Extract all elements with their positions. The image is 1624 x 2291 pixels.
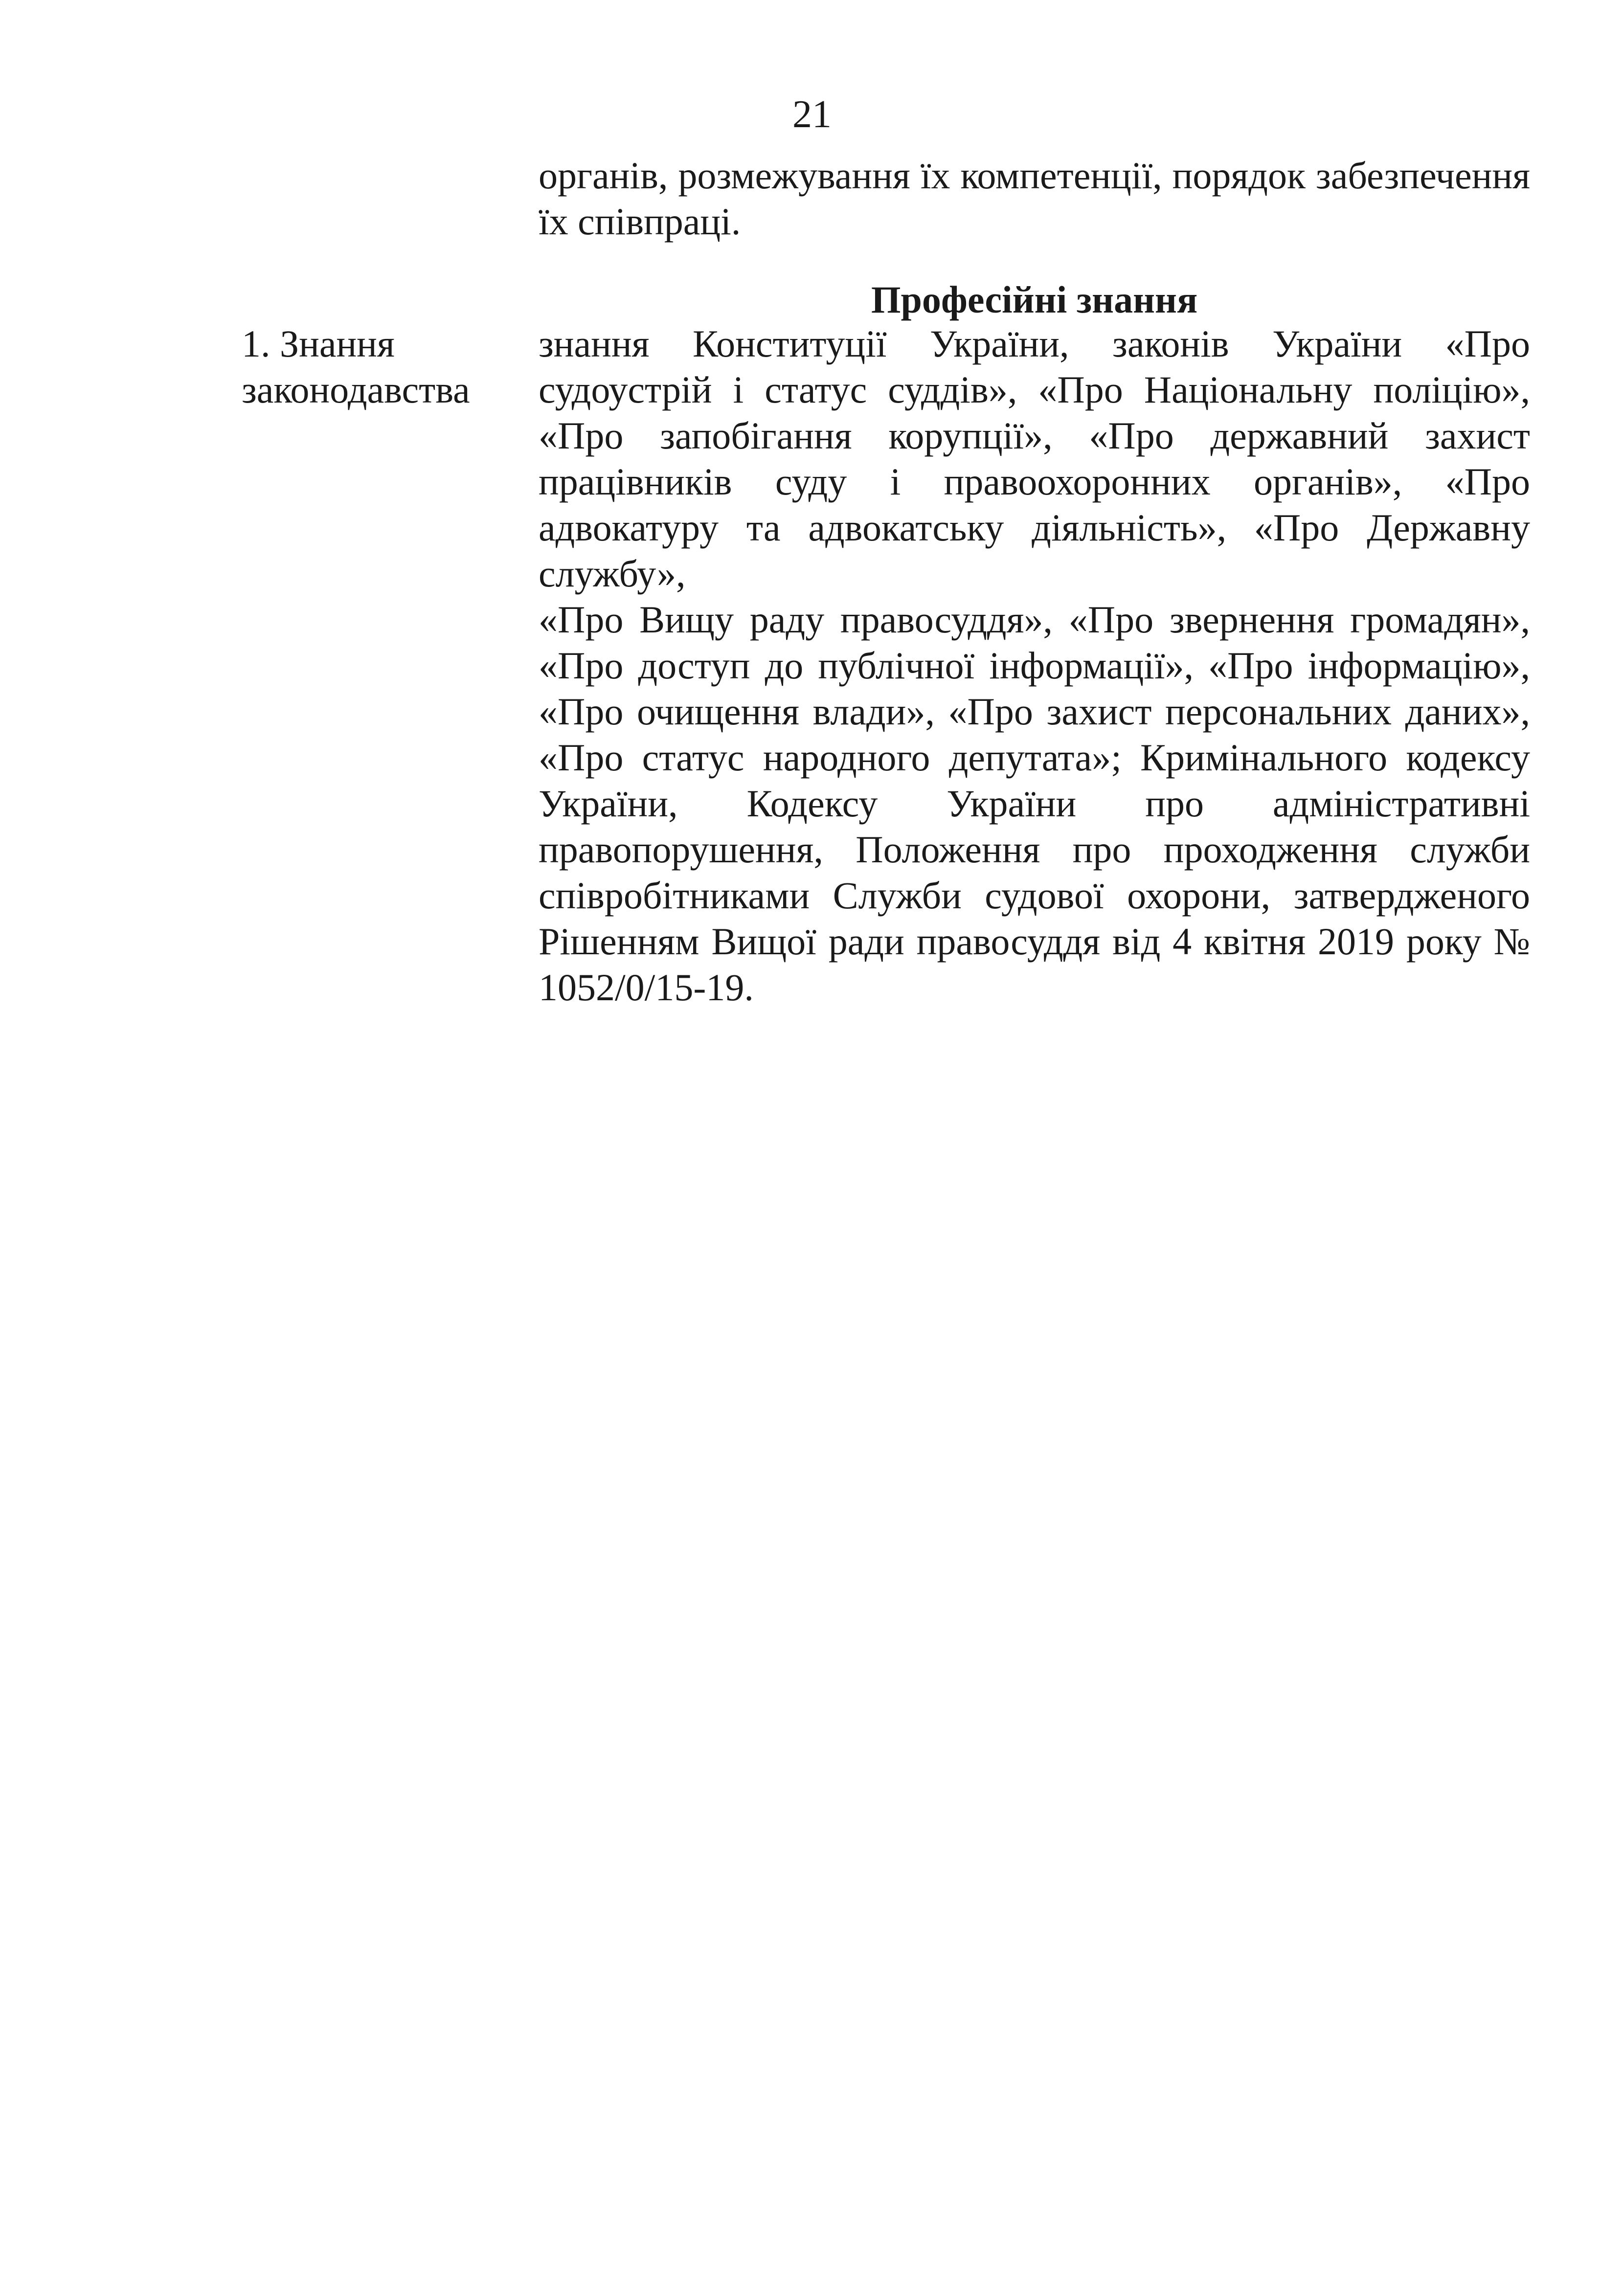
- continuation-text: органів, розмежування їх компетенції, порядок забезпечення їх співпраці.: [539, 154, 1530, 243]
- section-heading: Професійні знання: [871, 278, 1198, 321]
- requirement-paragraph-1: знання Конституції України, законів України «Про судоустрій і статус суддів», «Про Національну поліцію», «Про запобігання корупції», «Про державний захист працівників суду і правоохоронних органів», «Про адвокатуру та адвокатську діяльність», «Про Державну службу»,: [539, 322, 1530, 595]
- requirement-label: 1. Знання законодавства: [242, 322, 470, 411]
- requirement-description: [539, 321, 1530, 1011]
- page-number: 21: [792, 93, 832, 136]
- requirement-paragraph-2: «Про Вищу раду правосуддя», «Про звернення громадян», «Про доступ до публічної інформації», «Про інформацію», «Про очищення влади», «Про захист персональних даних», «Про статус народного депутата»; Кримінального кодексу України, Кодексу України про адміністративні правопорушення, Положення про проходження служби співробітниками Служби судової охорони, затвердженого Рішенням Вищої ради правосуддя від 4 квітня 2019 року № 1052/0/15-19.: [539, 598, 1530, 1009]
